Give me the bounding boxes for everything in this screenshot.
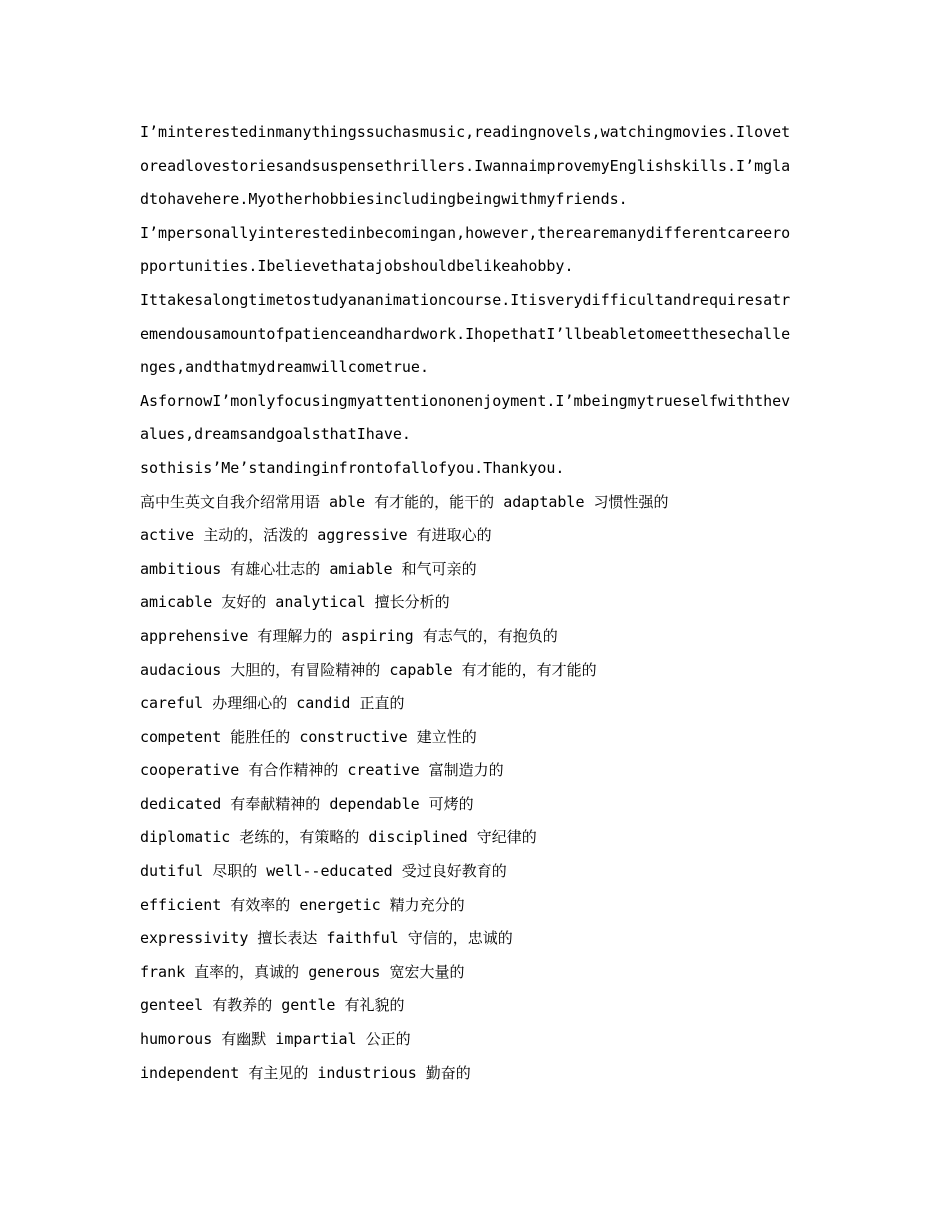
document-body bbox=[140, 116, 815, 1090]
vocab-line: apprehensive 有理解力的 aspiring 有志气的，有抱负的 bbox=[140, 626, 558, 645]
vocab-line: expressivity 擅长表达 faithful 守信的，忠诚的 bbox=[140, 929, 513, 948]
vocab-line: careful 办理细心的 candid 正直的 bbox=[140, 694, 405, 713]
vocab-line: efficient 有效率的 energetic 精力充分的 bbox=[140, 895, 465, 914]
vocab-line: competent 能胜任的 constructive 建立性的 bbox=[140, 727, 477, 746]
text-line: alues,dreamsandgoalsthatIhave. bbox=[140, 425, 411, 444]
vocab-line: audacious 大胆的，有冒险精神的 capable 有才能的，有才能的 bbox=[140, 660, 597, 679]
vocab-line: diplomatic 老练的，有策略的 disciplined 守纪律的 bbox=[140, 828, 537, 847]
vocab-line: active 主动的，活泼的 aggressive 有进取心的 bbox=[140, 526, 492, 545]
vocab-line: amicable 友好的 analytical 擅长分析的 bbox=[140, 593, 450, 612]
text-line: sothisis’Me’standinginfrontofallofyou.Thankyou. bbox=[140, 458, 565, 477]
vocab-line: frank 直率的，真诚的 generous 宽宏大量的 bbox=[140, 962, 465, 981]
text-line: nges,andthatmydreamwillcometrue. bbox=[140, 358, 429, 377]
text-line: pportunities.Ibelievethatajobshouldbelikeahobby. bbox=[140, 257, 574, 276]
text-line: Ittakesalongtimetostudyananimationcourse.Itisverydifficultandrequiresatr bbox=[140, 290, 791, 309]
vocab-heading-line: 高中生英文自我介绍常用语 able 有才能的，能干的 adaptable 习惯性强的 bbox=[140, 492, 669, 511]
vocab-line: dedicated 有奉献精神的 dependable 可烤的 bbox=[140, 794, 474, 813]
vocab-line: humorous 有幽默 impartial 公正的 bbox=[140, 1030, 411, 1049]
text-line: emendousamountofpatienceandhardwork.IhopethatI’llbeabletomeetthesechalle bbox=[140, 324, 791, 343]
vocab-line: ambitious 有雄心壮志的 amiable 和气可亲的 bbox=[140, 559, 477, 578]
text-line: I’mpersonallyinterestedinbecomingan,however,therearemanydifferentcareero bbox=[140, 223, 791, 242]
text-line: AsfornowI’monlyfocusingmyattentiononenjoyment.I’mbeingmytrueselfwiththev bbox=[140, 391, 791, 410]
vocab-line: independent 有主见的 industrious 勤奋的 bbox=[140, 1063, 471, 1082]
vocab-line: genteel 有教养的 gentle 有礼貌的 bbox=[140, 996, 405, 1015]
text-line: dtohavehere.Myotherhobbiesincludingbeingwithmyfriends. bbox=[140, 190, 628, 209]
text-line: oreadlovestoriesandsuspensethrillers.IwannaimprovemyEnglishskills.I’mgla bbox=[140, 156, 791, 175]
vocab-line: cooperative 有合作精神的 creative 富制造力的 bbox=[140, 761, 504, 780]
vocab-line: dutiful 尽职的 well--educated 受过良好教育的 bbox=[140, 862, 507, 881]
text-line: I’minterestedinmanythingssuchasmusic,readingnovels,watchingmovies.Ilovet bbox=[140, 123, 791, 141]
